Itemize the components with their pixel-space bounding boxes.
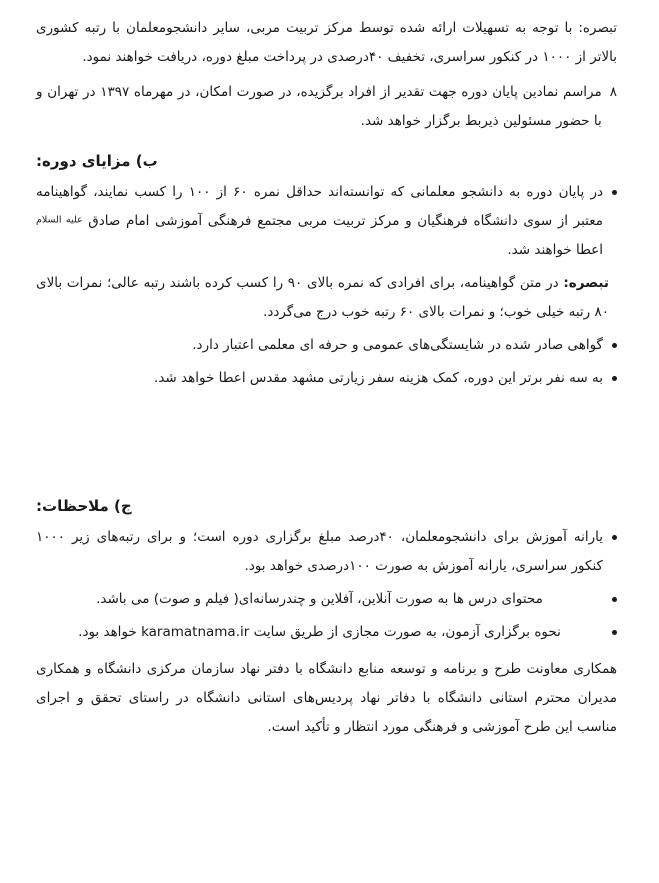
benefit-trip-text: به سه نفر برتر این دوره، کمک هزینه سفر زیارتی مشهد مقدس اعطا خواهد شد. [154,370,603,387]
bullet-dot-icon [612,376,617,381]
numbered-item-text: مراسم نمادین پایان دوره جهت تقدیر از افراد برگزیده، در صورت امکان، در مهرماه ۱۳۹۷ در تهران و با حضور مسئولین ذیربط برگزار خواهد شد. [36,84,602,130]
bullet-dot-icon [612,535,617,540]
remark-exam-text [36,618,603,647]
website-url: karamatnama.ir [141,624,250,641]
remark-exam-part1: نحوه برگزاری آزمون، به صورت مجازی از طریق سایت [249,624,561,641]
bullet-dot-icon [612,630,617,635]
numbered-item-8 [36,78,617,138]
section-heading-benefits: ب) مزایای دوره: [36,152,158,171]
section-heading-remarks: ج) ملاحظات: [36,497,132,516]
benefit-validity-text: گواهی صادر شده در شایستگی‌های عمومی و حرفه ای معلمی اعتبار دارد. [192,337,603,354]
remark-subsidy-text: یارانه آموزش برای دانشجومعلمان، ۴۰درصد مبلغ برگزاری دوره است؛ و برای رتبه‌های زیر ۱۰۰۰ کنکور سراسری، یارانه آموزش به صورت ۱۰۰درصدی خواهد بود. [36,529,604,575]
list-item [36,523,617,583]
list-item [36,331,617,362]
note-text: در متن گواهینامه، برای افرادی که نمره بالای ۹۰ را کسب کرده باشند رتبه عالی؛ نمرات بالای ۸۰ رتبه خیلی خوب؛ و نمرات بالای ۶۰ رتبه خوب درج می‌گردد. [36,275,609,321]
numbered-item-marker: ۸ [609,84,617,101]
benefit-text-part2: اعطا خواهند شد. [507,242,603,259]
benefits-note-paragraph [36,269,617,327]
intro-note-paragraph: تبصره: با توجه به تسهیلات ارائه شده توسط مرکز تربیت مربی، سایر دانشجومعلمان با رتبه کشوری بالاتر از ۱۰۰۰ در کنکور سراسری، تخفیف ۴۰درصدی در پرداخت مبلغ دوره، دریافت خواهند نمود. [36,20,617,66]
bullet-dot-icon [612,343,617,348]
bullet-dot-icon [612,190,617,195]
bullet-dot-icon [612,597,617,602]
benefit-certificate-text [36,178,603,265]
closing-paragraph: همکاری معاونت طرح و برنامه و توسعه منابع دانشگاه با دفتر نهاد سازمان مرکزی دانشگاه و همکاری مدیران محترم استانی دانشگاه با دفاتر نهاد پردیس‌های استانی دانشگاه در راستای تحقق و اجرای مناسب این طرح آموزشی و فرهنگی مورد انتظار و تأکید است. [36,661,617,736]
page-spacer [36,397,617,483]
honorific-text: علیه السلام [36,214,83,226]
remark-content-text: محتوای درس ها به صورت آنلاین، آفلاین و چندرسانه‌ای( فیلم و صوت) می باشد. [96,591,543,608]
note-label: تبصره: [563,275,609,292]
remark-exam-part2: خواهد بود. [78,624,142,641]
list-item [36,585,617,616]
list-item [36,364,617,395]
list-item [36,178,617,267]
list-item [36,618,617,649]
benefit-text-part1: در پایان دوره به دانشجو معلمانی که توانسته‌اند حداقل نمره ۶۰ از ۱۰۰ را کسب نمایند، گواهینامه معتبر از سوی دانشگاه فرهنگیان و مرکز تربیت مربی مجتمع فرهنگی آموزشی امام صادق [36,184,604,230]
